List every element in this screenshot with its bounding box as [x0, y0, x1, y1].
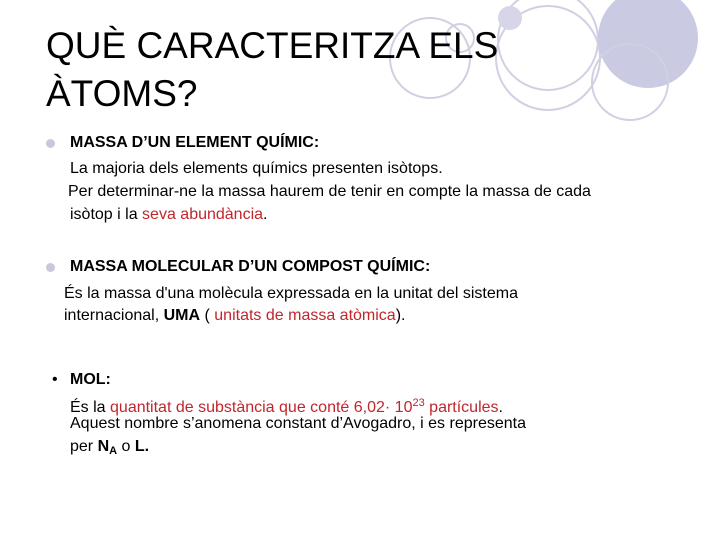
avogadro-symbol-n: N [97, 438, 110, 455]
bullet-dot-1 [46, 139, 55, 148]
title-line-1: QUÈ CARACTERITZA ELS [46, 25, 499, 66]
bullet3-exponent: 23 [412, 397, 425, 409]
avogadro-symbol-l: L. [134, 438, 150, 455]
bullet2-uma: UMA [163, 307, 201, 324]
bullet3-highlight-1: quantitat de substància que conté 6,02· 10 [110, 399, 413, 416]
bullet1-heading: MASSA D’UN ELEMENT QUÍMIC: [70, 134, 320, 151]
bullet3-line-3-text: per [70, 438, 98, 455]
bullet2-line-1: És la massa d'una molècula expressada en la unitat del sistema [64, 285, 518, 302]
bullet2-paren-close: ). [395, 307, 406, 324]
deco-circle-filled-large [598, 0, 698, 88]
bullet1-line-3 [70, 205, 267, 225]
bullet2-highlight: unitats de massa atòmica [214, 307, 396, 324]
bullet3-highlight-2: partícules [424, 399, 499, 416]
bullet1-line-3-end: . [263, 206, 268, 223]
bullet2-line-2 [64, 306, 405, 326]
bullet1-highlight: seva abundància [142, 206, 264, 223]
bullet2-paren-open: ( [200, 307, 215, 324]
avogadro-subscript: A [109, 445, 118, 457]
bullet1-line-1: La majoria dels elements químics presenten isòtops. [70, 160, 443, 177]
bullet1-line-3-text: isòtop i la [70, 206, 143, 223]
bullet2-heading: MASSA MOLECULAR D’UN COMPOST QUÍMIC: [70, 258, 431, 275]
bullet1-line-2: Per determinar-ne la massa haurem de tenir en compte la massa de cada [68, 183, 591, 200]
bullet3-heading: MOL: [70, 371, 111, 388]
bullet3-or: o [117, 438, 135, 455]
bullet3-line-2: Aquest nombre s’anomena constant d’Avogadro, i es representa [70, 415, 526, 432]
title-line-2: ÀTOMS? [46, 73, 198, 114]
page-title [46, 22, 566, 118]
bullet3-line-3 [70, 437, 149, 461]
bullet3-line-1-end: . [498, 399, 503, 416]
bullet2-line-2-text: internacional, [64, 307, 164, 324]
bullet3-marker: • [52, 371, 58, 388]
bullet3-line-1-text: És la [70, 399, 111, 416]
bullet-dot-2 [46, 263, 55, 272]
